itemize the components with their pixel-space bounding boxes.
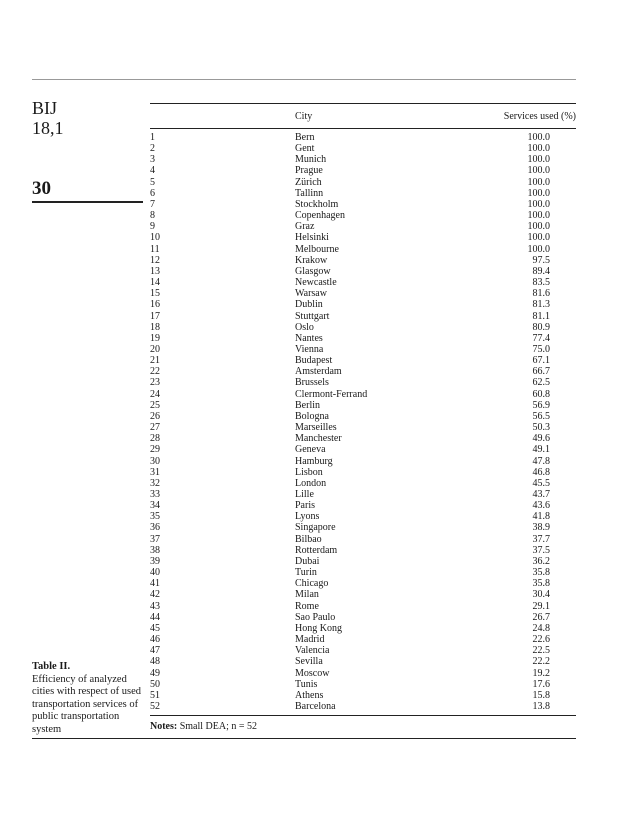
row-number: 26	[150, 410, 160, 422]
row-services-value: 81.6	[532, 288, 550, 300]
row-city: Gent	[295, 143, 315, 155]
row-city: Marseilles	[295, 422, 337, 434]
row-number: 3	[150, 154, 155, 166]
row-number: 25	[150, 399, 160, 411]
row-services-value: 19.2	[532, 667, 550, 679]
row-city: Zürich	[295, 176, 322, 188]
row-number: 31	[150, 466, 160, 478]
row-number: 33	[150, 489, 160, 500]
row-city: Tallinn	[295, 187, 324, 199]
row-number: 12	[150, 254, 160, 266]
row-number: 7	[150, 198, 155, 210]
table-notes	[150, 721, 257, 732]
row-services-value: 49.1	[532, 444, 550, 456]
row-services-value: 37.5	[532, 544, 550, 556]
row-services-value: 43.6	[532, 500, 550, 512]
table-row	[150, 500, 576, 511]
row-number: 1	[150, 132, 155, 143]
table-row	[150, 656, 576, 667]
row-city: Lille	[295, 489, 314, 500]
row-number: 2	[150, 143, 155, 155]
row-city: Vienna	[295, 343, 324, 355]
row-city: Dubai	[295, 555, 320, 567]
row-city: Brussels	[295, 377, 329, 389]
page-top-rule	[32, 79, 576, 80]
row-city: Valencia	[295, 645, 330, 657]
row-city: Stockholm	[295, 198, 339, 210]
table-row	[150, 322, 576, 333]
row-services-value: 35.8	[532, 578, 550, 590]
table-row	[150, 389, 576, 400]
row-services-value: 77.4	[532, 332, 550, 344]
row-city: Oslo	[295, 321, 314, 333]
row-number: 22	[150, 366, 160, 378]
row-services-value: 100.0	[527, 221, 550, 233]
table-row	[150, 177, 576, 188]
table-row	[150, 645, 576, 656]
table-row	[150, 489, 576, 500]
table-row	[150, 199, 576, 210]
row-services-value: 47.8	[532, 455, 550, 467]
row-city: Geneva	[295, 444, 326, 456]
page-number-rule	[32, 201, 143, 203]
table-row	[150, 556, 576, 567]
row-services-value: 100.0	[527, 176, 550, 188]
row-city: Turin	[295, 567, 317, 579]
row-city: Melbourne	[295, 243, 339, 255]
row-number: 4	[150, 165, 155, 177]
table-row	[150, 567, 576, 578]
table-row	[150, 422, 576, 433]
row-services-value: 45.5	[532, 477, 550, 489]
row-city: Helsinki	[295, 232, 329, 244]
row-services-value: 17.6	[532, 678, 550, 690]
row-city: Lyons	[295, 511, 320, 523]
row-city: Paris	[295, 500, 315, 512]
row-services-value: 22.6	[532, 634, 550, 646]
table-row	[150, 467, 576, 478]
table-row	[150, 679, 576, 690]
row-city: Dublin	[295, 299, 323, 311]
row-services-value: 100.0	[527, 243, 550, 255]
row-number: 30	[150, 455, 160, 467]
table-row	[150, 299, 576, 310]
table-row	[150, 132, 576, 143]
row-city: Amsterdam	[295, 366, 342, 378]
row-number: 27	[150, 422, 160, 434]
row-city: Munich	[295, 154, 327, 166]
row-services-value: 75.0	[532, 343, 550, 355]
row-services-value: 100.0	[527, 165, 550, 177]
row-services-value: 15.8	[532, 689, 550, 701]
row-number: 11	[150, 243, 160, 255]
table-row	[150, 456, 576, 467]
row-city: Warsaw	[295, 288, 327, 300]
row-number: 35	[150, 511, 160, 523]
row-services-value: 24.8	[532, 622, 550, 634]
row-services-value: 22.2	[532, 656, 550, 668]
journal-volume: 18,1	[32, 118, 64, 138]
row-services-value: 100.0	[527, 143, 550, 155]
row-city: Bologna	[295, 410, 329, 422]
row-city: Hamburg	[295, 455, 333, 467]
row-number: 18	[150, 321, 160, 333]
row-number: 42	[150, 589, 160, 601]
row-number: 13	[150, 265, 160, 277]
row-city: Lisbon	[295, 466, 323, 478]
row-city: Tunis	[295, 678, 318, 690]
table-row	[150, 333, 576, 344]
table-row	[150, 277, 576, 288]
row-city: Milan	[295, 589, 319, 601]
row-number: 20	[150, 343, 160, 355]
row-services-value: 100.0	[527, 198, 550, 210]
table-row	[150, 288, 576, 299]
table-row	[150, 623, 576, 634]
table-bottom-rule	[150, 715, 576, 716]
row-services-value: 81.3	[532, 299, 550, 311]
row-services-value: 100.0	[527, 132, 550, 143]
row-number: 9	[150, 221, 155, 233]
row-city: Bilbao	[295, 533, 322, 545]
table-row	[150, 522, 576, 533]
table-row	[150, 377, 576, 388]
table-row	[150, 366, 576, 377]
row-number: 40	[150, 567, 160, 579]
row-services-value: 43.7	[532, 489, 550, 500]
row-number: 39	[150, 555, 160, 567]
table-row	[150, 188, 576, 199]
row-city: Clermont-Ferrand	[295, 388, 368, 400]
row-number: 19	[150, 332, 160, 344]
row-services-value: 30.4	[532, 589, 550, 601]
row-number: 41	[150, 578, 160, 590]
table-row	[150, 311, 576, 322]
table-row	[150, 589, 576, 600]
row-services-value: 56.9	[532, 399, 550, 411]
row-number: 15	[150, 288, 160, 300]
row-city: Newcastle	[295, 277, 337, 289]
row-city: Chicago	[295, 578, 329, 590]
notes-label: Notes:	[150, 721, 178, 732]
table-caption	[32, 661, 144, 737]
row-city: Budapest	[295, 355, 333, 367]
row-services-value: 83.5	[532, 277, 550, 289]
row-city: Athens	[295, 689, 324, 701]
table-row	[150, 400, 576, 411]
row-services-value: 38.9	[532, 522, 550, 534]
row-services-value: 97.5	[532, 254, 550, 266]
journal-reference	[32, 98, 64, 138]
page-bottom-rule	[32, 738, 576, 739]
row-services-value: 41.8	[532, 511, 550, 523]
row-services-value: 80.9	[532, 321, 550, 333]
row-city: Moscow	[295, 667, 330, 679]
row-number: 52	[150, 700, 160, 712]
row-number: 43	[150, 600, 160, 612]
row-number: 10	[150, 232, 160, 244]
row-number: 23	[150, 377, 160, 389]
row-city: Berlin	[295, 399, 320, 411]
table-body	[150, 132, 576, 712]
table-row	[150, 444, 576, 455]
row-services-value: 22.5	[532, 645, 550, 657]
row-city: Sevilla	[295, 656, 323, 668]
table-top-rule	[150, 103, 576, 104]
row-number: 24	[150, 388, 160, 400]
row-services-value: 13.8	[532, 700, 550, 712]
row-services-value: 66.7	[532, 366, 550, 378]
row-services-value: 100.0	[527, 232, 550, 244]
table-row	[150, 154, 576, 165]
notes-text: Small DEA; n = 52	[179, 721, 258, 732]
row-services-value: 35.8	[532, 567, 550, 579]
row-number: 34	[150, 500, 160, 512]
row-number: 5	[150, 176, 155, 188]
table-row	[150, 545, 576, 556]
row-city: Barcelona	[295, 700, 336, 712]
row-services-value: 100.0	[527, 210, 550, 222]
table-row	[150, 355, 576, 366]
row-city: Rotterdam	[295, 544, 338, 556]
row-services-value: 26.7	[532, 611, 550, 623]
row-number: 49	[150, 667, 160, 679]
row-number: 51	[150, 689, 160, 701]
table-row	[150, 668, 576, 679]
row-services-value: 100.0	[527, 187, 550, 199]
caption-text: Efficiency of analyzed cities with respect of used transportation services of public transportation system	[32, 673, 142, 735]
row-number: 38	[150, 544, 160, 556]
row-number: 21	[150, 355, 160, 367]
table-row	[150, 266, 576, 277]
row-services-value: 46.8	[532, 466, 550, 478]
table-row	[150, 634, 576, 645]
table-row	[150, 344, 576, 355]
table-row	[150, 244, 576, 255]
table-row	[150, 612, 576, 623]
row-number: 8	[150, 210, 155, 222]
row-services-value: 62.5	[532, 377, 550, 389]
row-services-value: 60.8	[532, 388, 550, 400]
row-city: Glasgow	[295, 265, 331, 277]
row-city: Prague	[295, 165, 323, 177]
column-header-city: City	[295, 111, 313, 122]
row-city: Manchester	[295, 433, 342, 445]
row-number: 28	[150, 433, 160, 445]
row-number: 48	[150, 656, 160, 668]
row-number: 14	[150, 277, 160, 289]
row-city: Copenhagen	[295, 210, 345, 222]
table-row	[150, 578, 576, 589]
table-row	[150, 255, 576, 266]
row-services-value: 67.1	[532, 355, 550, 367]
row-city: London	[295, 477, 327, 489]
row-services-value: 36.2	[532, 555, 550, 567]
table-row	[150, 511, 576, 522]
table-row	[150, 210, 576, 221]
page-number: 30	[32, 178, 51, 199]
row-number: 50	[150, 678, 160, 690]
row-number: 17	[150, 310, 160, 322]
table-row	[150, 411, 576, 422]
row-services-value: 89.4	[532, 265, 550, 277]
row-services-value: 50.3	[532, 422, 550, 434]
row-number: 16	[150, 299, 160, 311]
row-services-value: 37.7	[532, 533, 550, 545]
row-city: Sao Paulo	[295, 611, 336, 623]
table-row	[150, 165, 576, 176]
row-services-value: 29.1	[532, 600, 550, 612]
row-city: Singapore	[295, 522, 336, 534]
row-city: Stuttgart	[295, 310, 330, 322]
row-services-value: 100.0	[527, 154, 550, 166]
row-city: Hong Kong	[295, 622, 342, 634]
row-city: Nantes	[295, 332, 323, 344]
table-row	[150, 601, 576, 612]
table-row	[150, 221, 576, 232]
row-services-value: 56.5	[532, 410, 550, 422]
row-city: Bern	[295, 132, 315, 143]
row-number: 47	[150, 645, 160, 657]
row-number: 32	[150, 477, 160, 489]
caption-title: Table II.	[32, 661, 71, 672]
row-number: 36	[150, 522, 160, 534]
journal-name: BIJ	[32, 98, 58, 118]
row-services-value: 81.1	[532, 310, 550, 322]
row-city: Madrid	[295, 634, 325, 646]
row-number: 29	[150, 444, 160, 456]
table-header-rule	[150, 128, 576, 129]
row-city: Graz	[295, 221, 315, 233]
table-row	[150, 143, 576, 154]
row-number: 6	[150, 187, 155, 199]
table-row	[150, 433, 576, 444]
table-row	[150, 478, 576, 489]
column-header-services: Services used (%)	[503, 111, 576, 122]
table-row	[150, 701, 576, 712]
table-row	[150, 534, 576, 545]
row-city: Krakow	[295, 254, 328, 266]
row-number: 44	[150, 611, 160, 623]
row-number: 46	[150, 634, 160, 646]
row-city: Rome	[295, 600, 319, 612]
table-row	[150, 690, 576, 701]
table-row	[150, 232, 576, 243]
row-number: 37	[150, 533, 160, 545]
row-services-value: 49.6	[532, 433, 550, 445]
row-number: 45	[150, 622, 160, 634]
